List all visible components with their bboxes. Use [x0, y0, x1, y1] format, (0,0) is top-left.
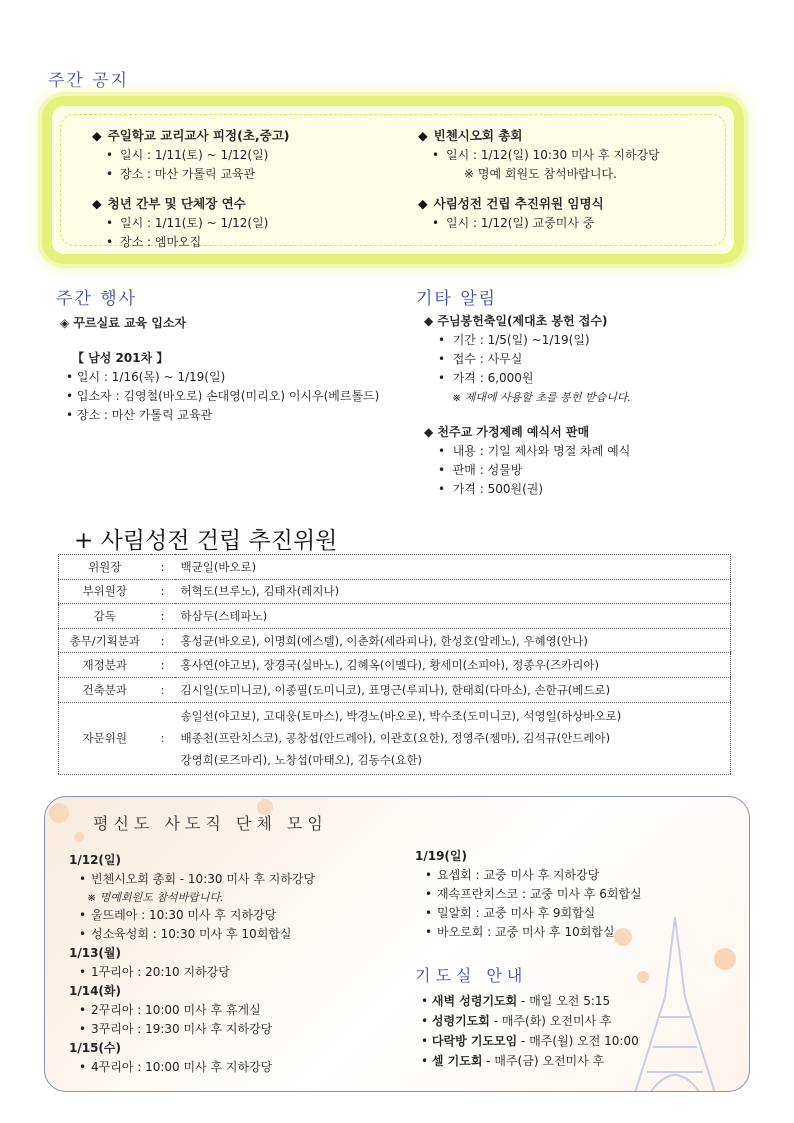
bullet-icon: •: [432, 148, 440, 162]
notice-left-column: [92, 126, 402, 262]
bullet-icon: •: [66, 370, 74, 384]
event-group: 【 남성 201차 】: [72, 351, 169, 365]
notice-block: [92, 126, 402, 184]
bullet-icon: •: [106, 148, 114, 162]
notice-subnote: ※ 명예 회원도 참석바랍니다.: [464, 167, 617, 181]
bullet-icon: •: [432, 216, 440, 230]
bullet-icon: •: [425, 868, 433, 882]
weekly-events-title: 주간 행사: [56, 289, 138, 309]
bullet-icon: •: [79, 1022, 87, 1036]
bullet-icon: •: [421, 1014, 429, 1028]
weekly-notice-title: 주간 공지: [48, 71, 130, 91]
bullet-icon: •: [425, 925, 433, 939]
bullet-icon: •: [421, 1034, 429, 1048]
event-line: • 일시 : 1/16(목) ~ 1/19(일): [66, 370, 226, 384]
diamond-icon: ◆: [92, 196, 102, 211]
bullet-icon: •: [438, 371, 446, 385]
notice-block: [418, 194, 718, 233]
table-row: 위원장 : 백균일(바오로): [59, 555, 731, 580]
other-line: • 기간 : 1/5(일) ~1/19(일): [438, 333, 590, 347]
meetings-left-column: [69, 851, 315, 1077]
bullet-icon: •: [438, 352, 446, 366]
meeting-item: • 성소육성회 : 10:30 미사 후 10회합실: [69, 925, 315, 944]
prayer-room-title: 기도실 안내: [415, 966, 528, 985]
other-notice-column: [424, 312, 734, 499]
bullet-icon: •: [438, 333, 446, 347]
prayer-item: • 성령기도회 - 매주(화) 오전미사 후: [421, 1014, 612, 1028]
diamond-icon: ◆: [92, 128, 102, 143]
bullet-icon: •: [421, 994, 429, 1008]
notice-block: [92, 194, 402, 252]
role-label: 재정분과: [59, 653, 151, 678]
diamond-icon: ◆: [424, 425, 434, 439]
role-label: 위원장: [59, 555, 151, 580]
meeting-day: 1/13(월): [69, 946, 121, 960]
other-line: • 가격 : 500원(권): [438, 482, 544, 496]
notice-line: • 일시 : 1/12(일) 10:30 미사 후 지하강당: [418, 146, 718, 165]
table-row: 재정분과 : 홍사연(야고보), 장경국(실바노), 김혜옥(이멜다), 황세미(소피아), 정종우(즈카리아): [59, 653, 731, 678]
meeting-item: • 울뜨레아 : 10:30 미사 후 지하강당: [69, 906, 315, 925]
table-row: 건축분과 : 김시일(도미니코), 이종필(도미니코), 표명근(루피나), 한태희(다마소), 손한규(베드로): [59, 677, 731, 702]
role-label: 자문위원: [59, 702, 151, 774]
notice-block: [418, 126, 718, 184]
bullet-icon: •: [438, 444, 446, 458]
bullet-icon: •: [79, 872, 87, 886]
meeting-day: 1/15(수): [69, 1041, 121, 1055]
meeting-item: • 빈첸시오회 총회 - 10:30 미사 후 지하강당: [69, 870, 315, 889]
weekly-events-column: [60, 314, 400, 425]
meeting-day: 1/14(화): [69, 984, 121, 998]
role-label: 총무/기획분과: [59, 628, 151, 653]
other-line: • 접수 : 사무실: [438, 352, 523, 366]
table-row: 자문위원 : 송일선(야고보), 고대웅(토마스), 박경노(바오로), 박수조(도미니코), 석영일(하상바오로) 배종천(프란치스코), 공창섭(안드레아), 이관호(요한), 정영주(젬마), 김석규(안드레아) 강영희(로즈마리), 노창섭(마태오), 김동수(요한): [59, 702, 731, 774]
weekly-notice-box: [42, 96, 744, 264]
member-names: 허혁도(브루노), 김태자(레지나): [175, 579, 731, 604]
diamond-icon: ◆: [418, 196, 428, 211]
diamond-icon: ◈: [60, 316, 70, 330]
meeting-item: • 1꾸리아 : 20:10 지하강당: [69, 963, 315, 982]
meetings-right-column: [415, 847, 642, 942]
notice-line: • 장소 : 엠마오집: [92, 233, 402, 252]
meeting-item: • 바오로회 : 교중 미사 후 10회합실: [415, 923, 642, 942]
bullet-icon: •: [106, 167, 114, 181]
other-line: • 내용 : 기일 제사와 명절 차례 예식: [438, 444, 631, 458]
notice-right-column: [418, 126, 718, 243]
table-row: 감독 : 하삼두(스테파노): [59, 604, 731, 629]
prayer-list: [421, 991, 639, 1071]
event-heading: ◈ 꾸르실료 교육 입소자: [60, 316, 187, 330]
meeting-item: • 4꾸리아 : 10:00 미사 후 지하강당: [69, 1058, 315, 1077]
bullet-icon: •: [106, 216, 114, 230]
other-heading: ◆ 주님봉헌축일(제대초 봉헌 접수): [424, 314, 608, 328]
notice-line: • 일시 : 1/11(토) ~ 1/12(일): [92, 214, 402, 233]
meeting-day: 1/19(일): [415, 849, 467, 863]
meeting-item: • 밀알회 : 교중 미사 후 9회합실: [415, 904, 642, 923]
diamond-icon: ◆: [418, 128, 428, 143]
committee-title: + 사림성전 건립 추진위원: [74, 528, 338, 554]
bullet-icon: •: [79, 965, 87, 979]
other-line: • 판매 : 성물방: [438, 463, 523, 477]
table-row: 총무/기획분과 : 홍성균(바오로), 이명희(에스텔), 이춘화(세라피나), 한성호(알레노), 우혜영(안나): [59, 628, 731, 653]
bullet-icon: •: [438, 463, 446, 477]
member-names: 송일선(야고보), 고대웅(토마스), 박경노(바오로), 박수조(도미니코), 석영일(하상바오로) 배종천(프란치스코), 공창섭(안드레아), 이관호(요한), 정영주(젬마), 김석규(안드레아) 강영희(로즈마리), 노창섭(마태오), 김동수(요한): [175, 702, 731, 774]
member-names: 하삼두(스테파노): [175, 604, 731, 629]
meeting-item: • 요셉회 : 교중 미사 후 지하강당: [415, 866, 642, 885]
bullet-icon: •: [425, 887, 433, 901]
meeting-item: • 2꾸리아 : 10:00 미사 후 휴게실: [69, 1001, 315, 1020]
bullet-icon: •: [66, 389, 74, 403]
event-line: • 입소자 : 김영철(바오로) 손대영(미리오) 이시우(베르톨드): [66, 389, 380, 403]
meetings-title: 평신도 사도직 단체 모임: [93, 814, 328, 833]
member-names: 백균일(바오로): [175, 555, 731, 580]
member-names: 홍사연(야고보), 장경국(실바노), 김혜옥(이멜다), 황세미(소피아), 정종우(즈카리아): [175, 653, 731, 678]
bullet-icon: •: [79, 908, 87, 922]
prayer-item: • 셀 기도회 - 매주(금) 오전미사 후: [421, 1054, 605, 1068]
role-label: 감독: [59, 604, 151, 629]
notice-heading: ◆ 빈첸시오회 총회: [418, 128, 523, 143]
bullet-icon: •: [79, 1060, 87, 1074]
notice-heading: ◆ 청년 간부 및 단체장 연수: [92, 196, 246, 211]
other-note: ※ 제대에 사용할 초를 봉헌 받습니다.: [452, 391, 631, 404]
notice-line: • 장소 : 마산 가톨릭 교육관: [92, 165, 402, 184]
meeting-note: ※ 명예회원도 참석바랍니다.: [87, 891, 224, 904]
bullet-icon: •: [79, 927, 87, 941]
other-notice-title: 기타 알림: [416, 289, 498, 309]
other-heading: ◆ 천주교 가정제례 예식서 판매: [424, 425, 590, 439]
table-row: 부위원장 : 허혁도(브루노), 김태자(레지나): [59, 579, 731, 604]
bullet-icon: •: [79, 1003, 87, 1017]
other-line: • 가격 : 6,000원: [438, 371, 534, 385]
meeting-day: 1/12(일): [69, 853, 121, 867]
meetings-box: [44, 796, 750, 1092]
diamond-icon: ◆: [424, 314, 434, 328]
role-label: 부위원장: [59, 579, 151, 604]
bullet-icon: •: [106, 235, 114, 249]
committee-table: [58, 554, 731, 775]
bullet-icon: •: [421, 1054, 429, 1068]
prayer-item: • 다락방 기도모임 - 매주(월) 오전 10:00: [421, 1034, 639, 1048]
event-line: • 장소 : 마산 가톨릭 교육관: [66, 408, 213, 422]
prayer-item: • 새벽 성령기도회 - 매일 오전 5:15: [421, 994, 611, 1008]
meeting-item: • 3꾸리아 : 19:30 미사 후 지하강당: [69, 1020, 315, 1039]
bullet-icon: •: [425, 906, 433, 920]
role-label: 건축분과: [59, 677, 151, 702]
meeting-item: • 재속프란치스코 : 교중 미사 후 6회합실: [415, 885, 642, 904]
member-names: 홍성균(바오로), 이명희(에스텔), 이춘화(세라피나), 한성호(알레노), 우혜영(안나): [175, 628, 731, 653]
bullet-icon: •: [66, 408, 74, 422]
notice-line: • 일시 : 1/11(토) ~ 1/12(일): [92, 146, 402, 165]
notice-heading: ◆ 사림성전 건립 추진위원 임명식: [418, 196, 604, 211]
notice-line: • 일시 : 1/12(일) 교중미사 중: [418, 214, 718, 233]
member-names: 김시일(도미니코), 이종필(도미니코), 표명근(루피나), 한태희(다마소), 손한규(베드로): [175, 677, 731, 702]
notice-heading: ◆ 주일학교 교리교사 피정(초,중고): [92, 128, 290, 143]
bullet-icon: •: [438, 482, 446, 496]
